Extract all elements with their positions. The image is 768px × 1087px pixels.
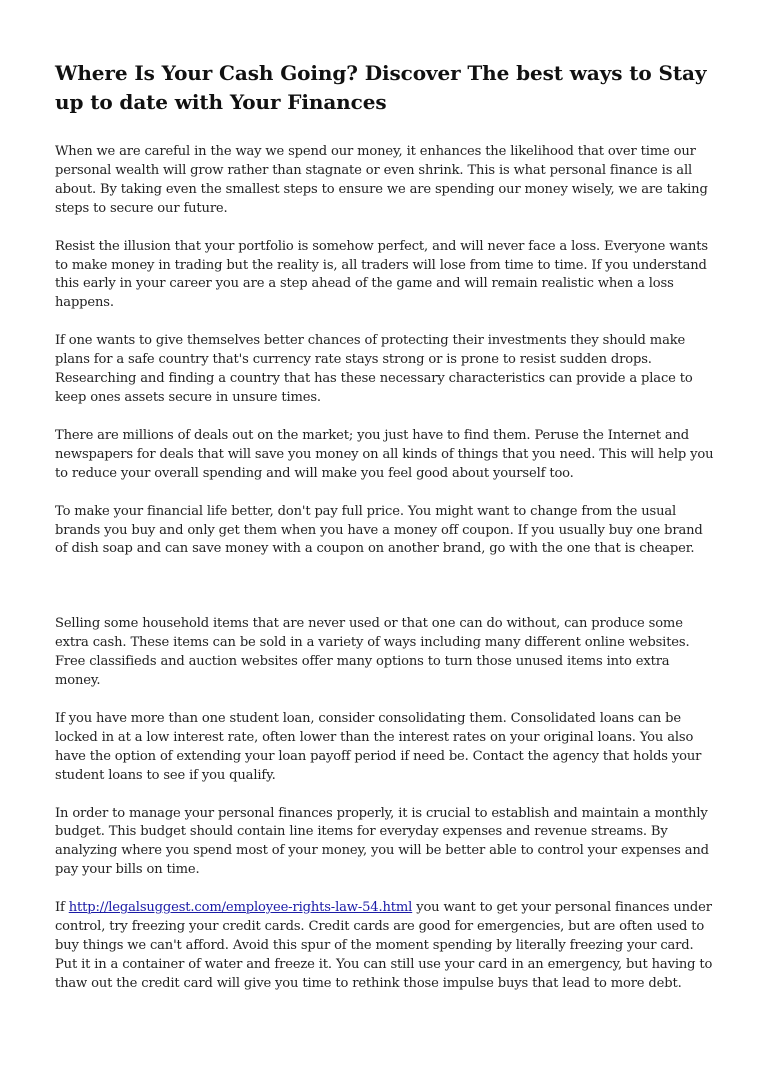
paragraph-intro: When we are careful in the way we spend our money, it enhances the likelihood that over time our personal wealth will grow rather than stagnate or even shrink. This is what personal finance is all about. By taking even the smallest steps to ensure we are spending our money wisely, we are taking steps to secure our future.: [55, 144, 708, 216]
page-title: Where Is Your Cash Going? Discover The best ways to Stay up to date with Your Finances: [55, 61, 707, 114]
paragraph-student-loans: If you have more than one student loan, consider consolidating them. Consolidated loans can be locked in at a low interest rate, often lower than the interest rates on your original loans. You also have the option of extending your loan payoff period if need be. Contact the agency that holds your student loans to see if you qualify.: [55, 710, 702, 783]
paragraph-portfolio: Resist the illusion that your portfolio is somehow perfect, and will never face a loss. Everyone wants to make money in trading but the reality is, all traders will lose from time to time. If you understand this early in your career you are a step ahead of the game and will remain realistic when a loss happens.: [55, 238, 708, 311]
article-link[interactable]: http://legalsuggest.com/employee-rights-law-54.html: [68, 900, 413, 916]
paragraph-full-price: To make your financial life better, don't pay full price. You might want to change from the usual brands you buy and only get them when you have a money off coupon. If you usually buy one brand of dish soap and can save money with a coupon on another brand, go with the one that is cheaper.: [55, 503, 703, 557]
blank-gap: [55, 578, 715, 615]
paragraph-credit-cards: [55, 899, 715, 994]
document-page: [55, 59, 715, 1013]
paragraph-suffix: you want to get your personal finances under control, try freezing your credit cards. Credit cards are good for emergencies, but are often used to buy things we can't afford. Avoid this spur of the moment spending by literally freezing your card. Put it in a container of water and freeze it. You can still use your card in an emergency, but having to thaw out the credit card will give you time to rethink those impulse buys that lead to more debt.: [55, 900, 713, 991]
paragraph-budget: In order to manage your personal finances properly, it is crucial to establish and maintain a monthly budget. This budget should contain line items for everyday expenses and revenue streams. By analyzing where you spend most of your money, you will be better able to control your expenses and pay your bills on time.: [55, 805, 709, 878]
paragraph-selling-items: Selling some household items that are never used or that one can do without, can produce some extra cash. These items can be sold in a variety of ways including many different online websites. Free classifieds and auction websites offer many options to turn those unused items into extra money.: [55, 616, 690, 689]
paragraph-prefix: If: [55, 900, 69, 916]
paragraph-deals: There are millions of deals out on the market; you just have to find them. Peruse the Internet and newspapers for deals that will save you money on all kinds of things that you need. This will help you to reduce your overall spending and will make you feel good about yourself too.: [55, 427, 714, 481]
paragraph-safe-country: If one wants to give themselves better chances of protecting their investments they should make plans for a safe country that's currency rate stays strong or is prone to resist sudden drops. Researching and finding a country that has these necessary characteristics can provide a place to keep ones assets secure in unsure times.: [55, 333, 693, 405]
